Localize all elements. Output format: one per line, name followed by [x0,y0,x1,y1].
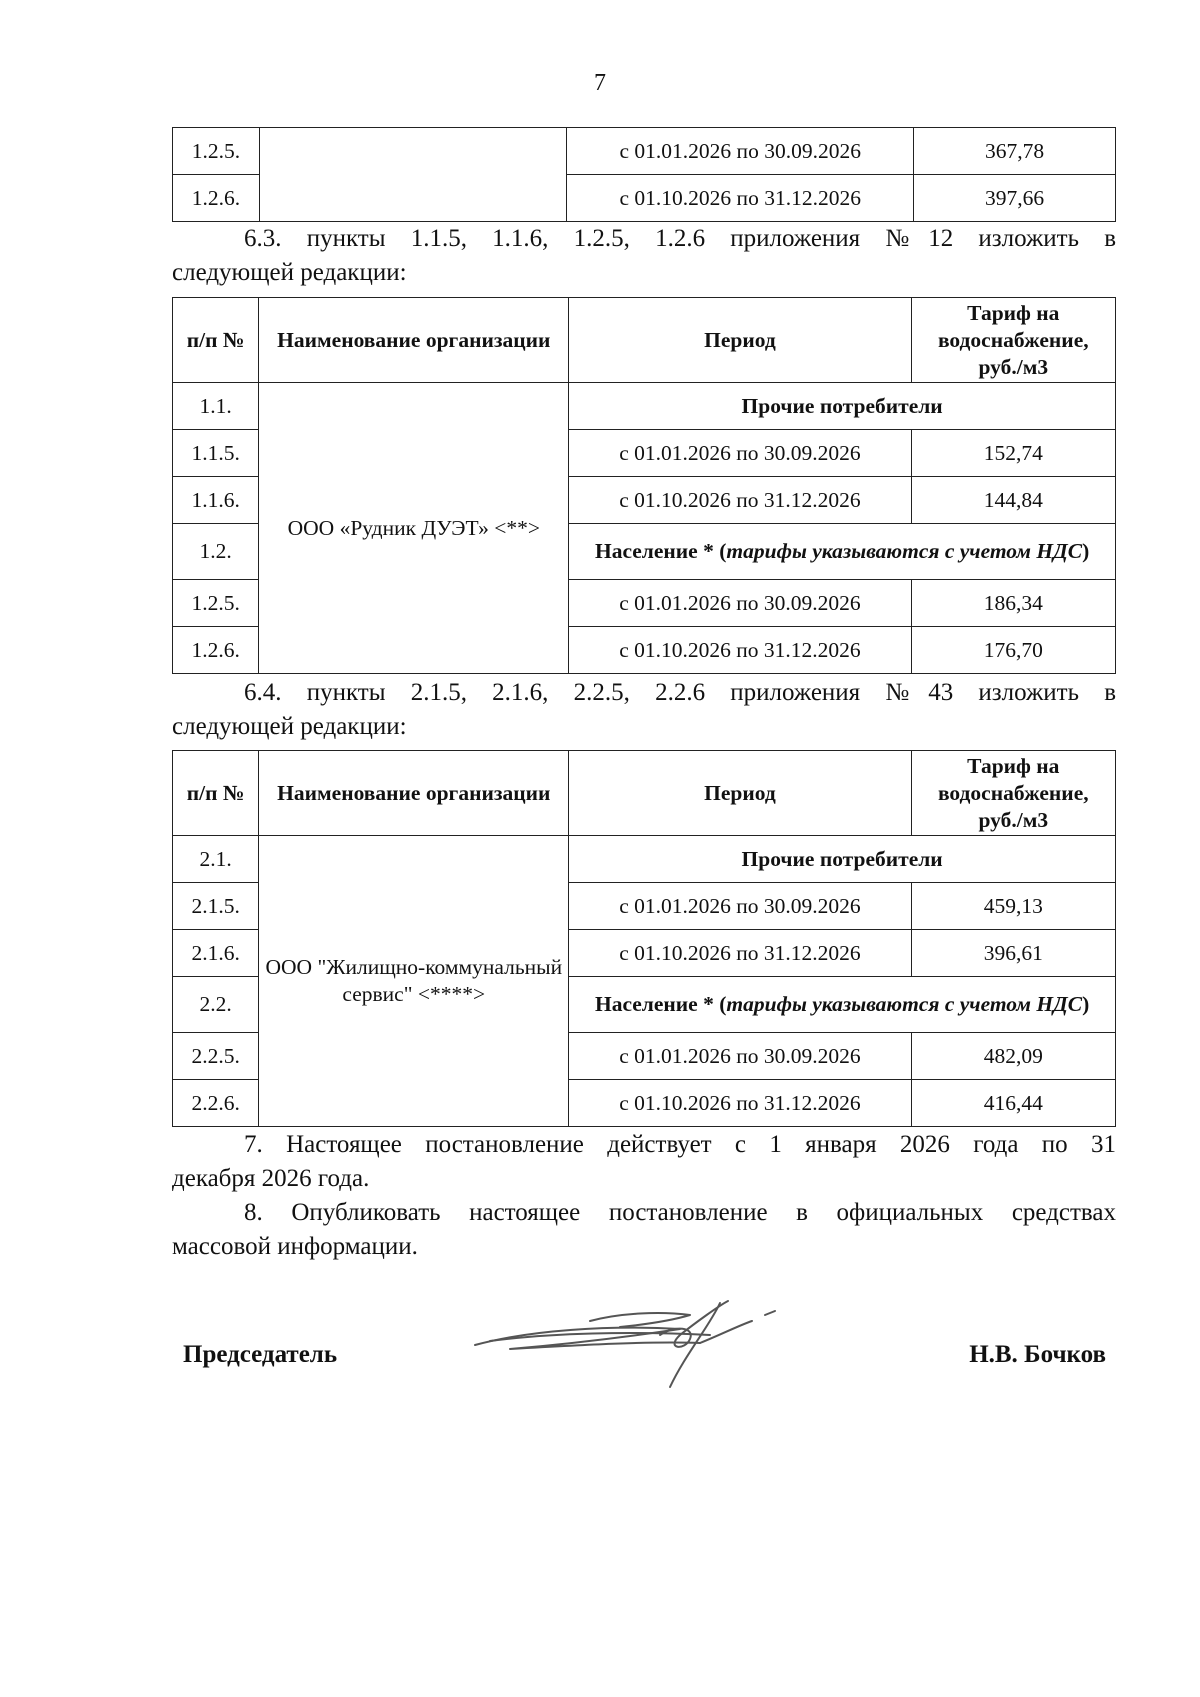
period-cell: с 01.10.2026 по 31.12.2026 [567,175,914,222]
row-number: 1.2.5. [173,128,260,175]
tariff-cell: 482,09 [911,1033,1115,1080]
row-number: 1.2.5. [173,580,259,627]
group-label-bold: Население * ( [594,539,727,563]
table-row [173,383,1116,430]
table-appendix-43 [172,750,1116,1127]
row-number: 2.1. [173,836,259,883]
tariff-cell: 396,61 [911,930,1115,977]
paragraph-6-4 [172,676,1116,744]
row-number: 2.2.5. [173,1033,259,1080]
org-name: ООО "Жилищно-коммунальный сервис" <****> [259,836,569,1127]
header-period: Период [569,298,911,383]
period-cell: с 01.10.2026 по 31.12.2026 [569,477,911,524]
paragraph-line: следующей редакции: [172,713,407,740]
group-label [569,977,1116,1033]
table-header-row [173,751,1116,836]
period-cell: с 01.10.2026 по 31.12.2026 [569,930,911,977]
row-number: 2.2.6. [173,1080,259,1127]
paragraph-8 [172,1196,1116,1264]
period-cell: с 01.01.2026 по 30.09.2026 [569,430,911,477]
table-continuation [172,127,1116,222]
table-row [173,128,1116,175]
group-label [569,524,1116,580]
row-number: 2.1.5. [173,883,259,930]
header-period: Период [569,751,911,836]
page-number: 7 [594,70,606,96]
paragraph-line: 8. Опубликовать настоящее постановление в официальных средствах [244,1199,1116,1226]
group-label: Прочие потребители [569,383,1116,430]
tariff-cell: 152,74 [911,430,1115,477]
tariff-cell: 144,84 [911,477,1115,524]
table-appendix-12 [172,297,1116,674]
signatory-title: Председатель [183,1341,338,1368]
table-row [173,836,1116,883]
period-cell: с 01.01.2026 по 30.09.2026 [569,883,911,930]
group-label-italic: тарифы указываются с учетом НДС [726,992,1083,1016]
group-label-bold: Население * ( [594,992,727,1016]
period-cell: с 01.10.2026 по 31.12.2026 [569,627,911,674]
paragraph-line: 7. Настоящее постановление действует с 1 января 2026 года по 31 [244,1131,1116,1158]
paragraph-line: 6.3. пункты 1.1.5, 1.1.6, 1.2.5, 1.2.6 приложения №12 изложить в [244,225,1116,252]
row-number: 1.2.6. [173,175,260,222]
group-label-italic: тарифы указываются с учетом НДС [726,539,1083,563]
period-cell: с 01.10.2026 по 31.12.2026 [569,1080,911,1127]
tariff-cell: 459,13 [911,883,1115,930]
period-cell: с 01.01.2026 по 30.09.2026 [569,1033,911,1080]
paragraph-line: декабря 2026 года. [172,1165,370,1192]
row-number: 1.1. [173,383,259,430]
row-number: 2.1.6. [173,930,259,977]
period-cell: с 01.01.2026 по 30.09.2026 [569,580,911,627]
period-cell: с 01.01.2026 по 30.09.2026 [567,128,914,175]
header-num: п/п № [173,298,259,383]
row-number: 1.2. [173,524,259,580]
org-cell-empty [259,128,567,222]
header-tariff: Тариф на водоснабжение, руб./м3 [911,751,1115,836]
row-number: 1.1.6. [173,477,259,524]
row-number: 2.2. [173,977,259,1033]
paragraph-6-3 [172,222,1116,290]
tariff-cell: 186,34 [911,580,1115,627]
signatory-name: Н.В. Бочков [969,1341,1106,1368]
org-name: ООО «Рудник ДУЭТ» <**> [259,383,569,674]
paragraph-line: 6.4. пункты 2.1.5, 2.1.6, 2.2.5, 2.2.6 приложения №43 изложить в [244,679,1116,706]
handwritten-signature [470,1295,790,1395]
table-header-row [173,298,1116,383]
tariff-cell: 176,70 [911,627,1115,674]
header-tariff: Тариф на водоснабжение, руб./м3 [911,298,1115,383]
header-org: Наименование организации [259,751,569,836]
tariff-cell: 416,44 [911,1080,1115,1127]
paragraph-line: массовой информации. [172,1233,418,1260]
paragraph-7 [172,1128,1116,1196]
group-label-close: ) [1082,539,1090,563]
tariff-cell: 397,66 [914,175,1116,222]
paragraph-line: следующей редакции: [172,259,407,286]
row-number: 1.1.5. [173,430,259,477]
row-number: 1.2.6. [173,627,259,674]
group-label: Прочие потребители [569,836,1116,883]
header-org: Наименование организации [259,298,569,383]
tariff-cell: 367,78 [914,128,1116,175]
group-label-close: ) [1082,992,1090,1016]
header-num: п/п № [173,751,259,836]
